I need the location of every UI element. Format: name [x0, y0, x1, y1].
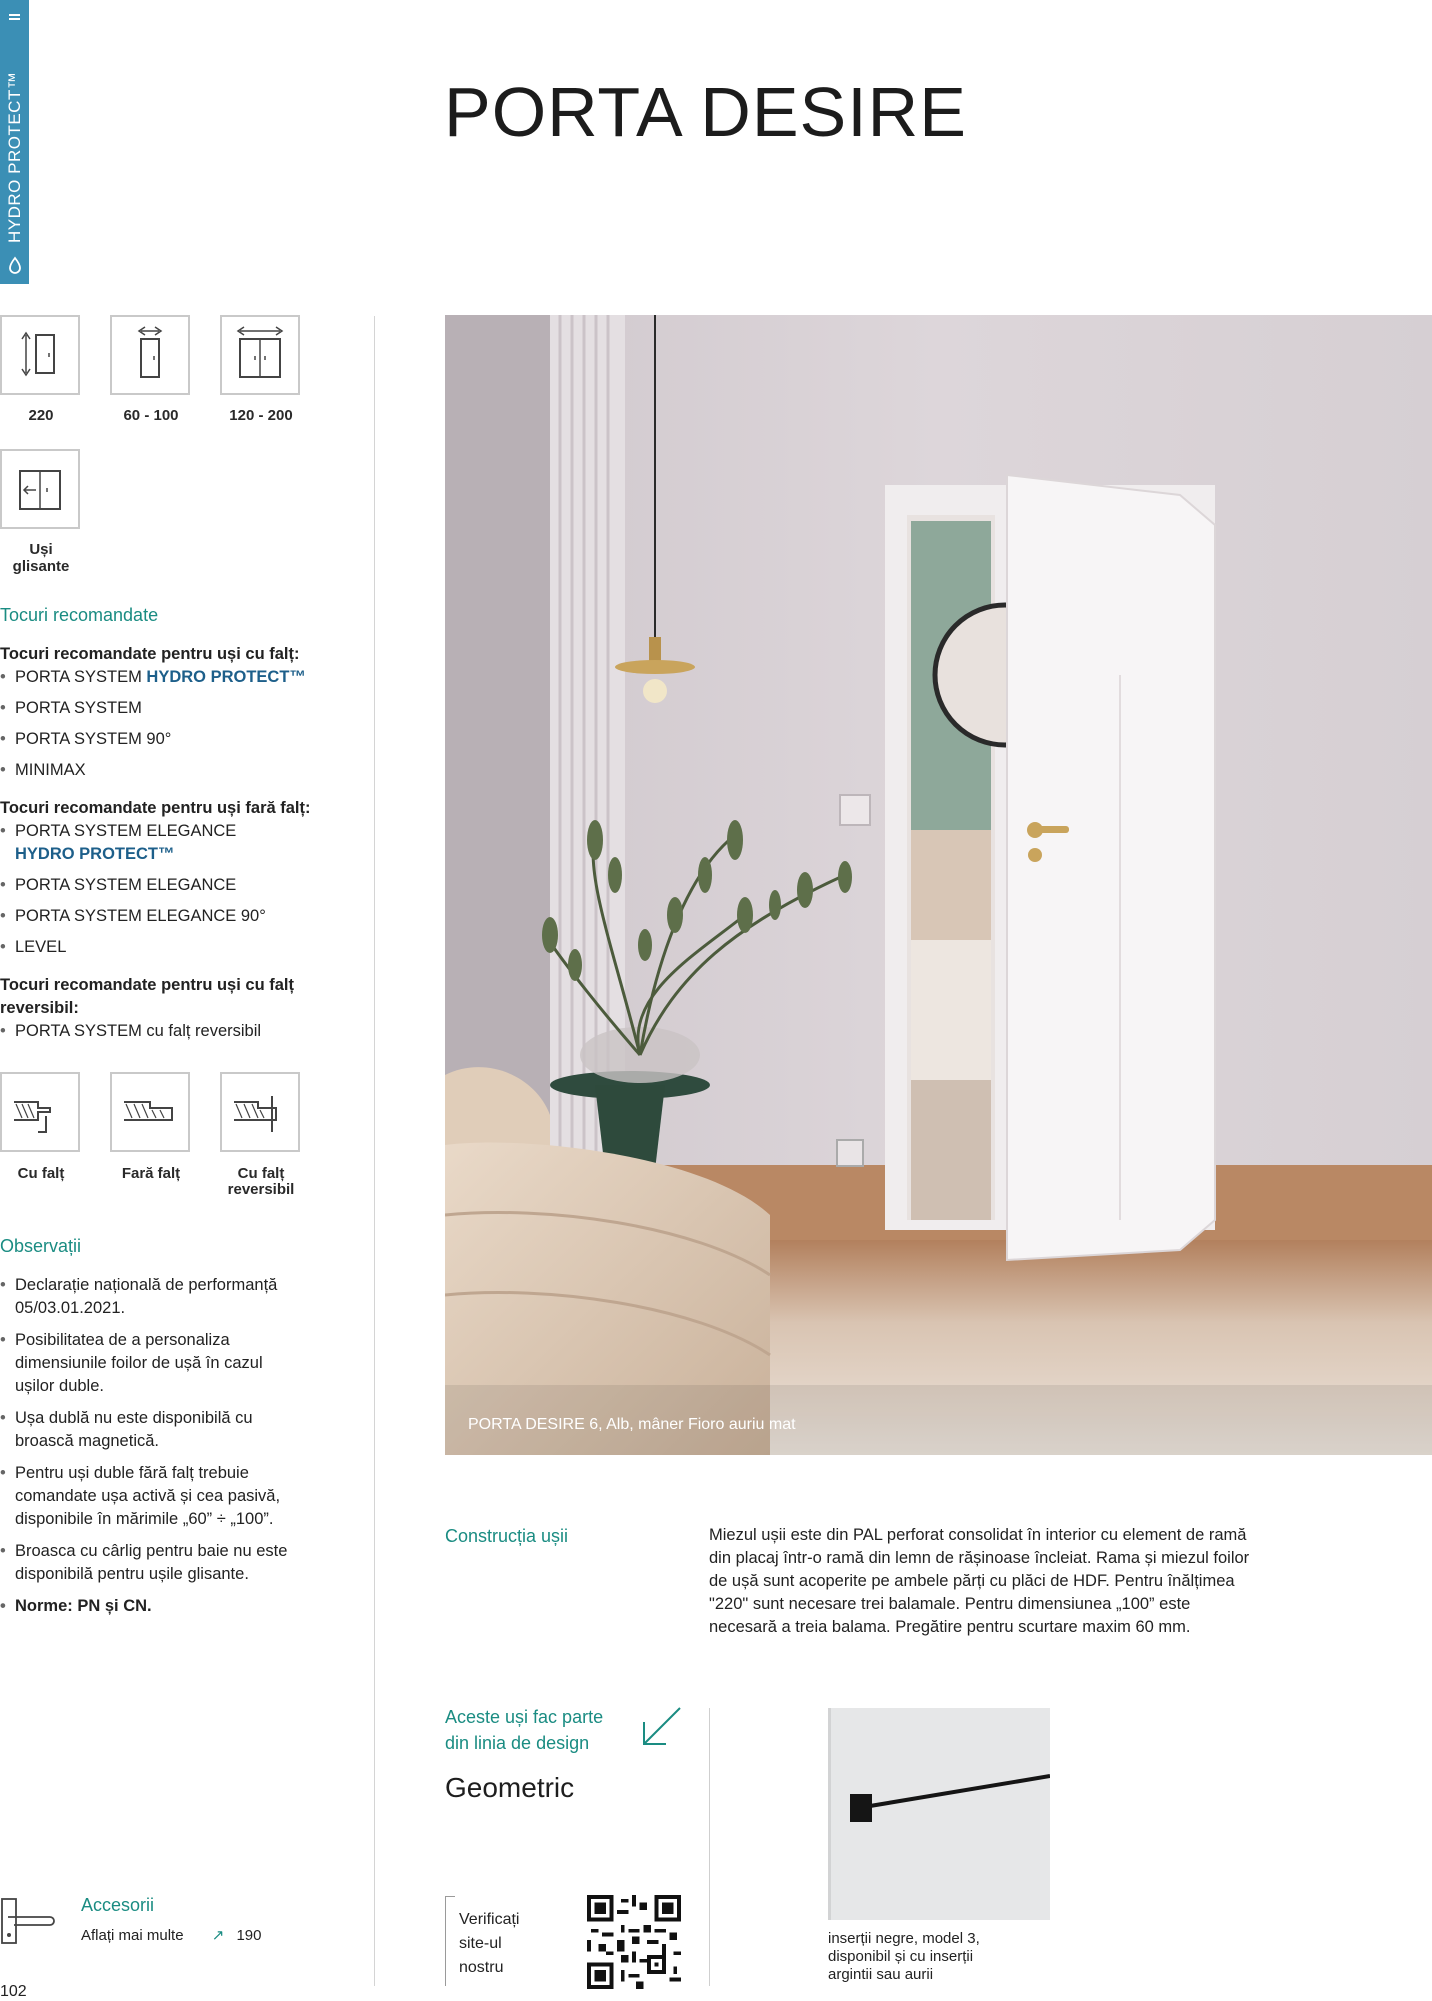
construction-line: din placaj într-o ramă din lemn de rășinoase încleiat. Rama și miezul foilor: [709, 1549, 1250, 1567]
construction-line: necesară a treia balama. Pregătire pentru scurtare maxim 60 mm.: [709, 1618, 1191, 1636]
rebate-label-line: reversibil: [227, 1181, 295, 1198]
sliding-door-icon: [0, 449, 80, 529]
note-item: [0, 1407, 360, 1453]
note-line: disponibilă pentru ușile glisante.: [15, 1565, 249, 1583]
note-line: ușilor duble.: [15, 1377, 104, 1395]
notes-heading: Observații: [0, 1236, 82, 1256]
rebate-label-line: Cu falț: [17, 1165, 65, 1182]
rebate-icon: [0, 1072, 80, 1152]
website-line: site-ul: [459, 1935, 502, 1952]
reversible-rebate-label: [211, 1166, 311, 1198]
website-line: nostru: [459, 1959, 504, 1976]
design-divider: [709, 1708, 710, 1986]
accessories-heading: Accesorii: [81, 1895, 155, 1915]
item-text: • PORTA SYSTEM ELEGANCE: [15, 822, 237, 840]
note-line: comandate ușa activă și cea pasivă,: [15, 1487, 281, 1505]
item-text: PORTA SYSTEM: [15, 668, 147, 686]
title-line: Tocuri recomandate pentru uși cu falț: [0, 976, 294, 994]
note-line: • Pentru uși duble fără falț trebuie: [15, 1464, 249, 1482]
frames-group2-item: • PORTA SYSTEM ELEGANCE 90°: [0, 905, 360, 928]
note-line: broască magnetică.: [15, 1432, 159, 1450]
reversible-rebate-icon: [220, 1072, 300, 1152]
norms-item: • Norme: PN și CN.: [0, 1595, 360, 1618]
hydro-protect-brand: HYDRO PROTECT™: [15, 845, 175, 863]
side-tab-label: HYDRO PROTECT™: [5, 71, 24, 243]
arrow-down-left-icon: [640, 1706, 682, 1748]
frames-group3-title: [0, 974, 360, 1020]
hydro-protect-side-tab: [0, 0, 29, 284]
double-width-dimension-icon: [220, 315, 300, 395]
construction-line: Miezul ușii este din PAL perforat consolidat în interior cu element de ramă: [709, 1526, 1247, 1544]
double-width-label: 120 - 200: [229, 407, 293, 424]
title-line: reversibil:: [0, 999, 79, 1017]
no-rebate-icon: [110, 1072, 190, 1152]
frames-group2-item: [0, 820, 360, 866]
accessories-link[interactable]: [81, 1926, 262, 1944]
frames-group1-title: Tocuri recomandate pentru uși cu falț:: [0, 645, 300, 663]
sliding-label-line2: glisante: [12, 558, 70, 575]
product-photo: [445, 315, 1432, 1455]
no-rebate-label: [101, 1166, 201, 1182]
rebate-label-line: Cu falț: [237, 1165, 285, 1182]
construction-heading: Construcția ușii: [445, 1526, 569, 1546]
photo-caption: PORTA DESIRE 6, Alb, mâner Fioro auriu mat: [468, 1416, 796, 1433]
note-item: [0, 1540, 360, 1586]
accessories-page-ref: 190: [236, 1927, 262, 1944]
note-item: [0, 1462, 360, 1531]
construction-line: "220" sunt necesare trei balamale. Pentru dimensiunea „100” este: [709, 1595, 1191, 1613]
qr-code-icon[interactable]: [587, 1895, 681, 1989]
note-line: • Broasca cu cârlig pentru baie nu este: [15, 1542, 288, 1560]
frames-group2-title: Tocuri recomandate pentru uși fară falț:: [0, 799, 311, 817]
note-line: dimensiunile foilor de ușă în cazul: [15, 1354, 263, 1372]
door-handle-icon: [0, 1895, 58, 1947]
design-line-intro: [445, 1704, 603, 1756]
frames-group2-item: • PORTA SYSTEM ELEGANCE: [0, 874, 360, 897]
note-line: • Declarație națională de performanță: [15, 1276, 278, 1294]
frames-list: [0, 643, 360, 1043]
arrow-up-right-icon: ↗: [211, 1927, 225, 1944]
notes-list: [0, 1274, 360, 1618]
frames-group1-item: [0, 666, 360, 689]
water-drop-icon: [7, 256, 23, 274]
website-bracket: [445, 1896, 446, 1986]
insert-photo: [828, 1708, 1050, 1920]
note-line: • Posibilitatea de a personaliza: [15, 1331, 230, 1349]
frames-group3-item: • PORTA SYSTEM cu falț reversibil: [0, 1020, 360, 1043]
construction-line: de ușă sunt acoperite pe ambele părți cu plăci de HDF. Pentru înălțimea: [709, 1572, 1235, 1590]
construction-text: [709, 1524, 1429, 1639]
frames-group1-item: • PORTA SYSTEM: [0, 697, 360, 720]
page-number: 102: [0, 1983, 27, 2000]
insert-caption: [828, 1930, 980, 1984]
note-line: • Ușa dublă nu este disponibilă cu: [15, 1409, 253, 1427]
width-label: 60 - 100: [123, 407, 179, 424]
note-item: [0, 1329, 360, 1398]
hydro-protect-brand: HYDRO PROTECT™: [146, 668, 306, 686]
accessories-link-text[interactable]: Aflați mai multe: [81, 1927, 184, 1944]
insert-caption-line: inserții negre, model 3,: [828, 1930, 980, 1947]
note-item: [0, 1274, 360, 1320]
design-line-text: din linia de design: [445, 1733, 590, 1753]
design-line-name: Geometric: [445, 1772, 575, 1803]
frames-group2-item: • LEVEL: [0, 936, 360, 959]
frames-heading: Tocuri recomandate: [0, 605, 159, 625]
sliding-label-line1: Uși: [29, 541, 53, 558]
black-insert-illustration: [828, 1708, 1050, 1920]
rebate-label-line: Fară falț: [121, 1165, 181, 1182]
note-line: 05/03.01.2021.: [15, 1299, 126, 1317]
frames-group1-item: • MINIMAX: [0, 759, 360, 782]
column-divider: [374, 316, 375, 1986]
insert-caption-line: argintii sau aurii: [828, 1966, 934, 1983]
interior-scene-illustration: [445, 315, 1432, 1455]
design-line-text: Aceste uși fac parte: [445, 1707, 604, 1727]
height-label: 220: [28, 407, 54, 424]
frames-group1-item: • PORTA SYSTEM 90°: [0, 728, 360, 751]
width-dimension-icon: [110, 315, 190, 395]
website-text[interactable]: [459, 1908, 519, 1980]
sliding-label: [0, 541, 91, 575]
page-title: PORTA DESIRE: [444, 73, 967, 151]
insert-caption-line: disponibil și cu inserții: [828, 1948, 974, 1965]
website-line: Verificați: [459, 1911, 520, 1928]
height-dimension-icon: [0, 315, 80, 395]
note-line: disponibile în mărimile „60” ÷ „100”.: [15, 1510, 274, 1528]
rebate-label: [0, 1166, 91, 1182]
website-bracket-top: [445, 1896, 455, 1897]
